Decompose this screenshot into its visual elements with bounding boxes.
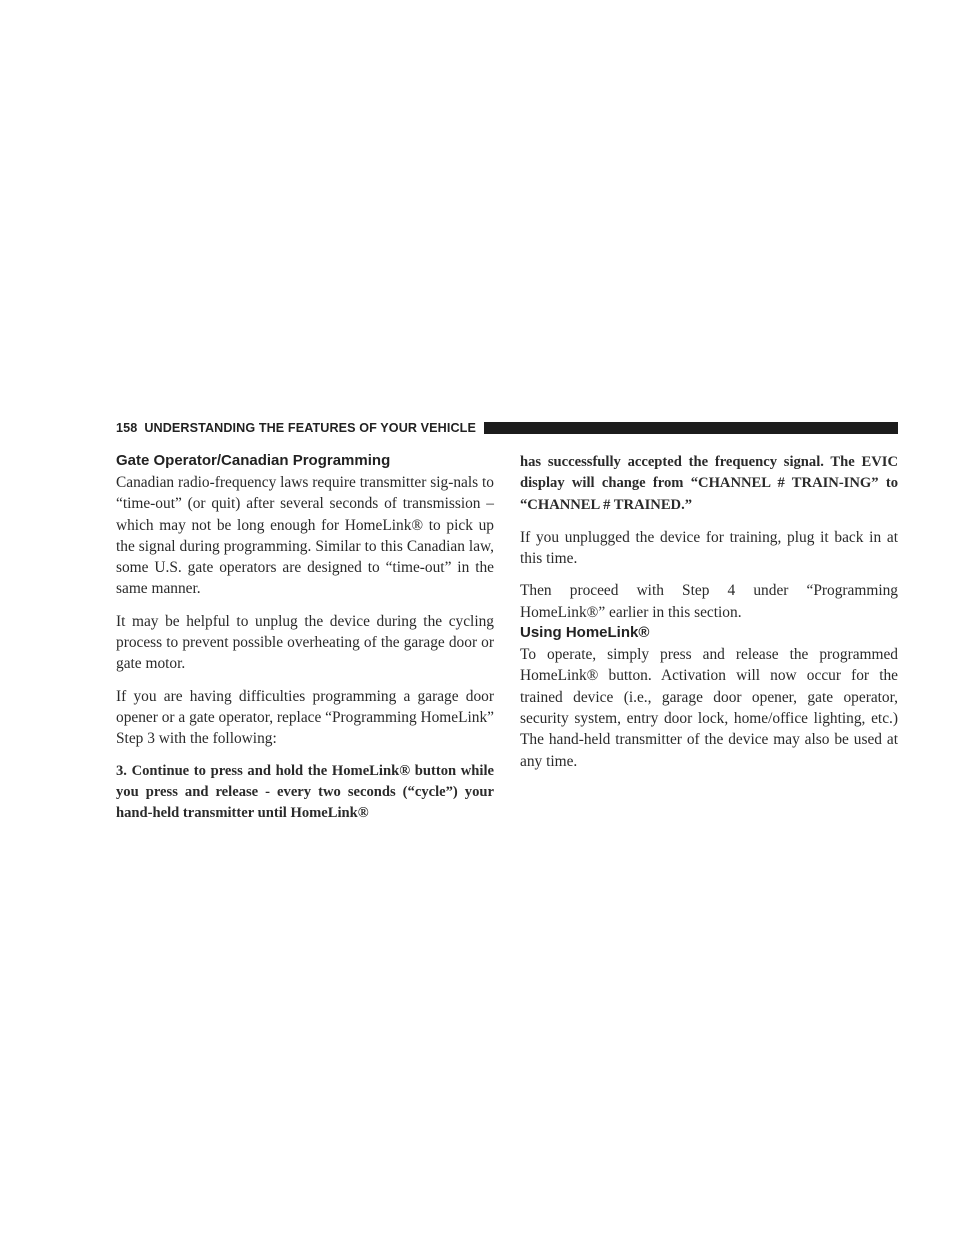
page-number: 158 bbox=[116, 421, 138, 435]
paragraph-step-3: 3. Continue to press and hold the HomeLink® button while you press and release - every two seconds (“cycle”) your hand-held transmitter until HomeLink® bbox=[116, 762, 494, 822]
header-rule bbox=[484, 422, 898, 434]
paragraph-step-3-continued: has successfully accepted the frequency signal. The EVIC display will change from “CHANNEL # TRAIN-ING” to “CHANNEL # TRAINED.” bbox=[520, 454, 898, 513]
chapter-title: UNDERSTANDING THE FEATURES OF YOUR VEHICLE bbox=[144, 421, 476, 435]
paragraph-difficulties: If you are having difficulties programming a garage door opener or a gate operator, replace “Programming HomeLink” Step 3 with the following: bbox=[116, 687, 495, 748]
right-column bbox=[520, 452, 898, 772]
paragraph-plug-back: If you unplugged the device for training, plug it back in at this time. bbox=[520, 528, 898, 568]
left-column bbox=[116, 451, 494, 824]
page-header bbox=[116, 421, 898, 435]
paragraph-proceed-step-4: Then proceed with Step 4 under “Programming HomeLink®” earlier in this section. bbox=[520, 582, 898, 621]
section-heading-using-homelink: Using HomeLink® bbox=[520, 624, 650, 642]
paragraph-operate: To operate, simply press and release the programmed HomeLink® button. Activation will now occur for the trained device (i.e., garage door opener, gate operator, security system, entry door lock, home/office lighting, etc.) The hand-held transmitter of the device may also be used at any time. bbox=[520, 646, 898, 770]
paragraph-unplug-device: It may be helpful to unplug the device during the cycling process to prevent possible overheating of the garage door or gate motor. bbox=[116, 612, 494, 673]
section-heading-gate-operator: Gate Operator/Canadian Programming bbox=[116, 452, 391, 469]
paragraph-canadian-laws: Canadian radio-frequency laws require transmitter sig-nals to “time-out” (or quit) after several seconds of transmission – which may not be long enough for HomeLink® to pick up the signal during programming. Similar to this Canadian law, some U.S. gate operators are designed to “time-out” in the same manner. bbox=[116, 474, 494, 598]
